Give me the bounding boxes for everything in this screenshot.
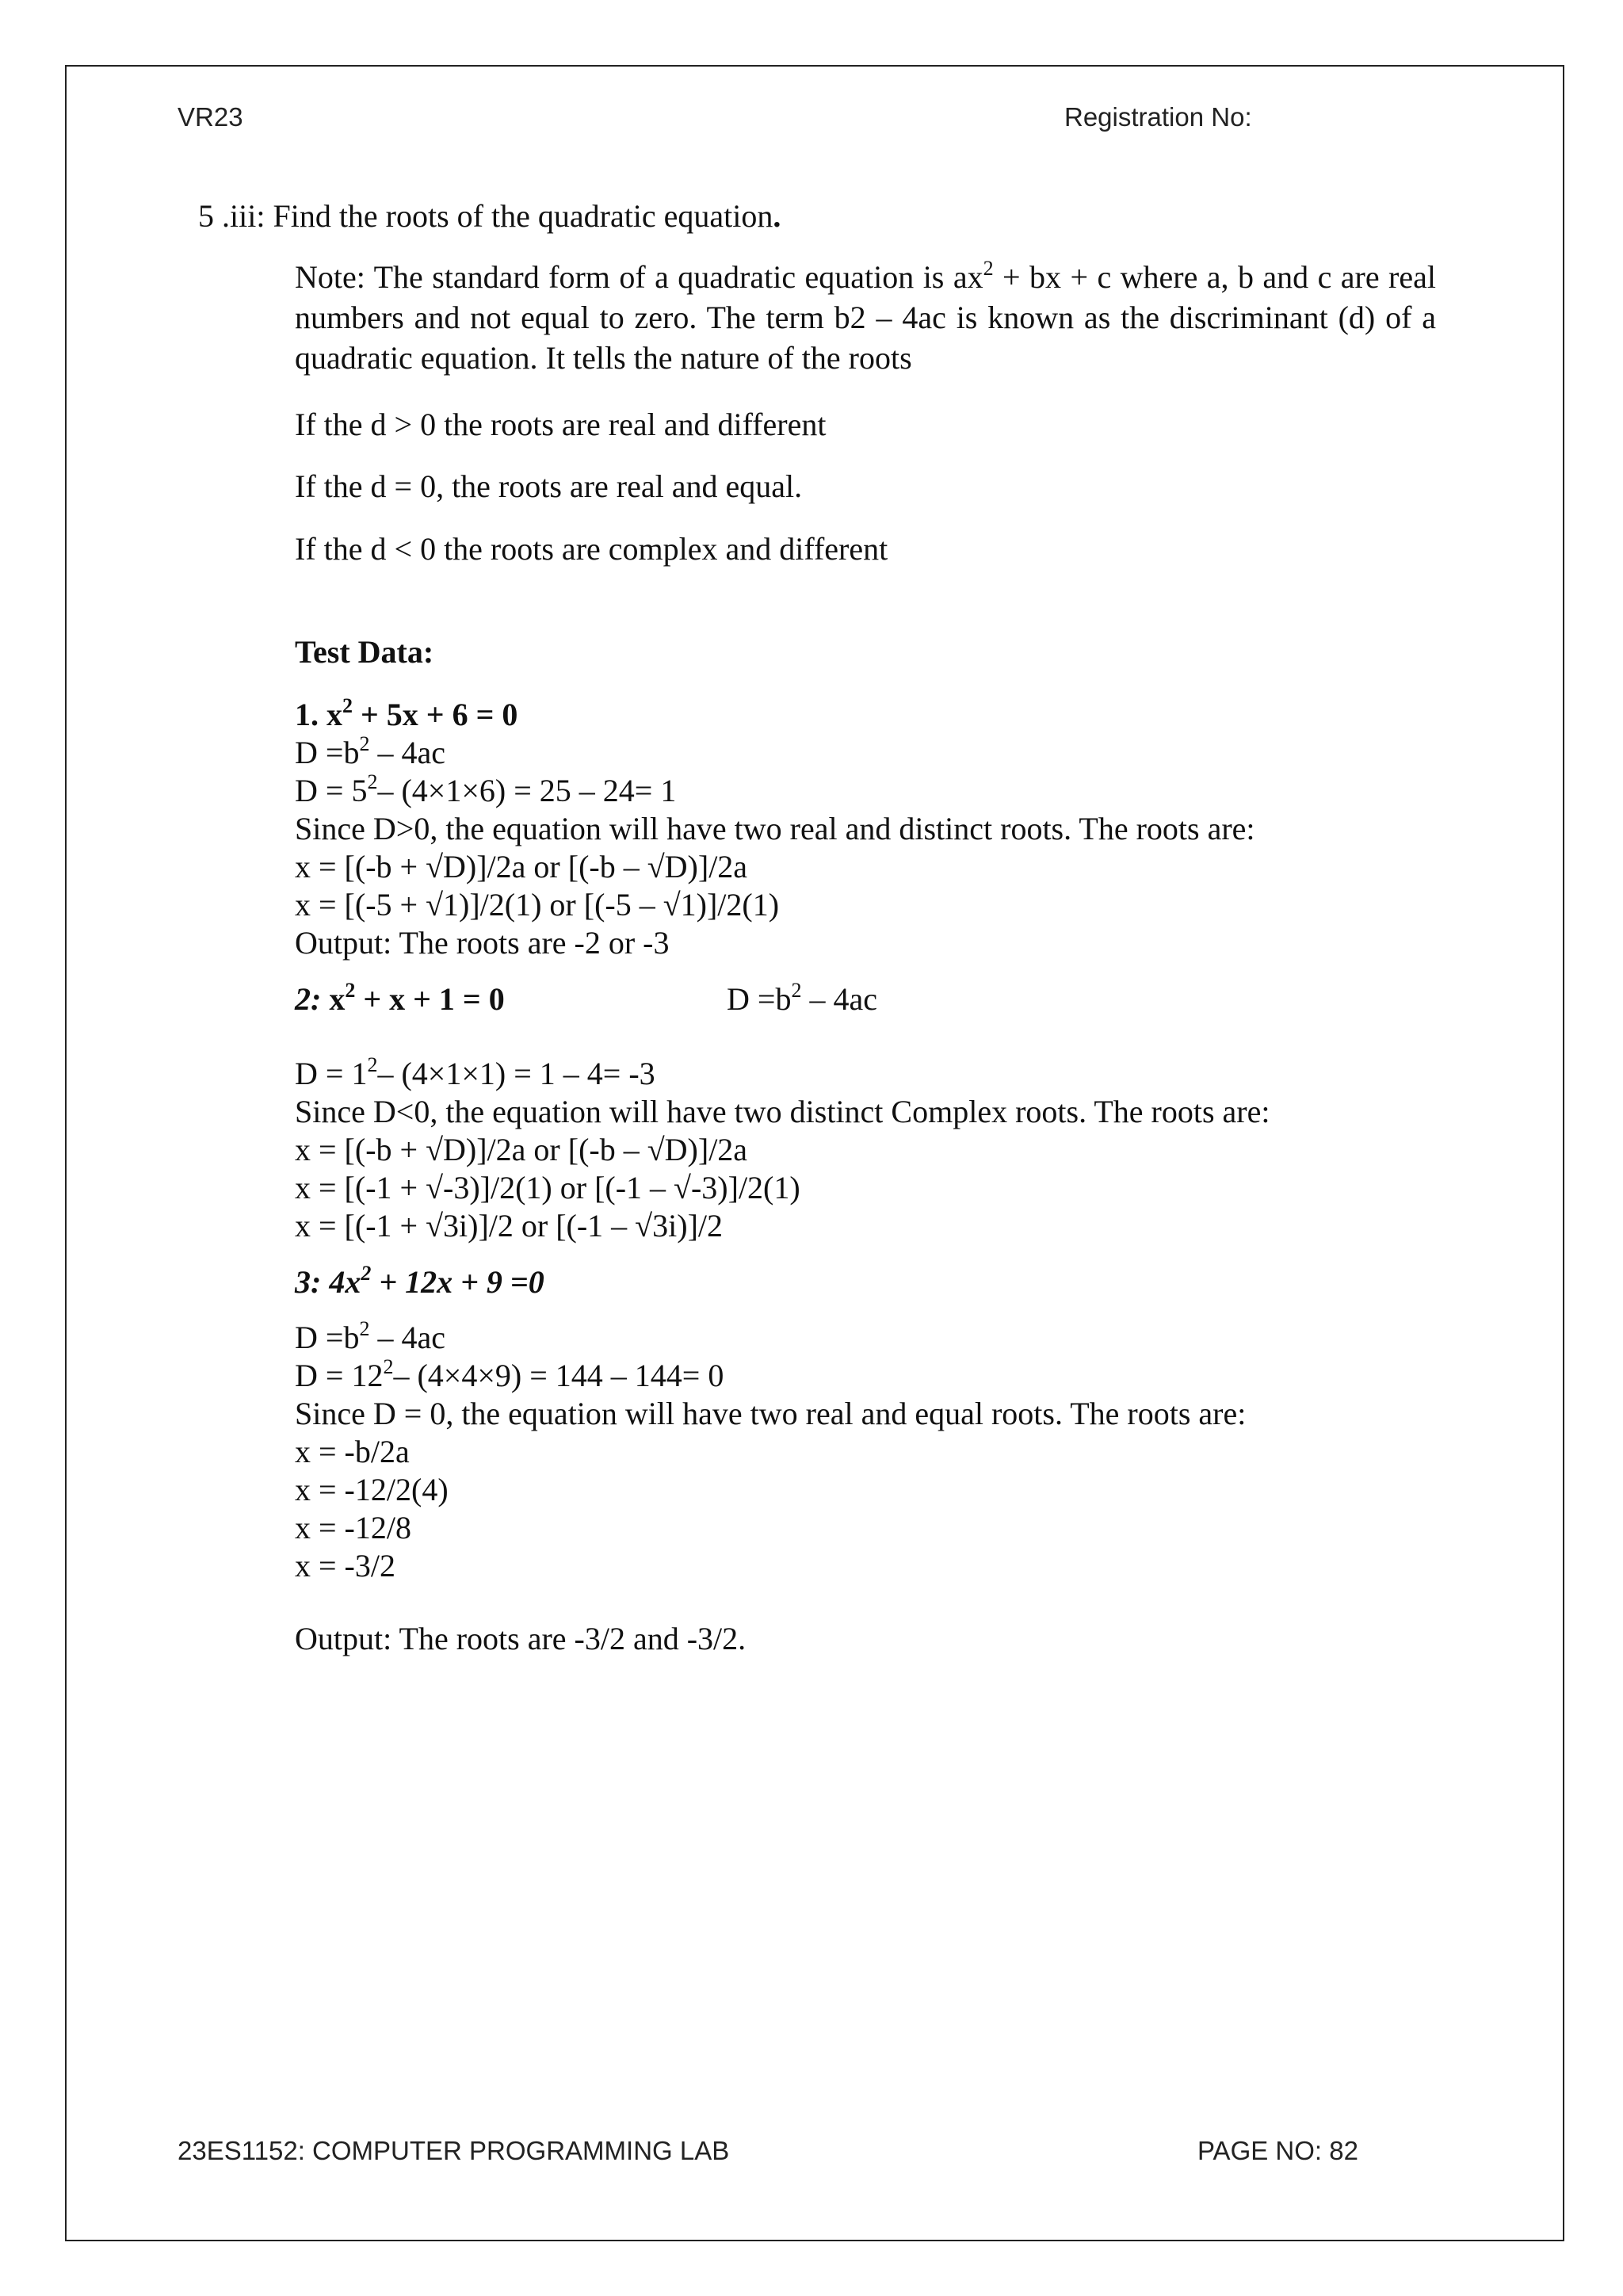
test-data-heading: Test Data: <box>295 634 434 670</box>
case1-working <box>295 734 1255 962</box>
footer-left: 23ES1152: COMPUTER PROGRAMMING LAB <box>178 2136 730 2165</box>
case1-line: $D =b^2 - 4ac$ <box>295 732 445 770</box>
footer-right: PAGE NO: 82 <box>1197 2136 1358 2165</box>
question-title: 5 .iii: Find the roots of the quadratic equation. <box>198 198 781 234</box>
case3-line: x = -3/2 <box>295 1548 395 1584</box>
case2-line: x = [(-1 + √-3)]/2(1) or [(-1 – √-3)]/2(1) <box>295 1170 800 1205</box>
rule-negative: If the d < 0 the roots are complex and different <box>295 531 888 567</box>
case3-working <box>295 1316 1247 1585</box>
case3-heading: 3: $4x^2 + 12x + 9 =0$ <box>295 1261 544 1300</box>
header-right: Registration No: <box>1064 102 1252 132</box>
case1-heading: 1. $x^2 + 5x + 6 = 0$ <box>295 693 518 732</box>
case2-line: $D = 1^2-$ (4×1×1) = 1 – 4= -3 <box>295 1052 655 1091</box>
case3-line: $D =b^2 - 4ac$ <box>295 1316 445 1355</box>
case3-line: $D = 12^2-$ (4×4×9) = 144 – 144= 0 <box>295 1354 724 1393</box>
case1-line: Since D>0, the equation will have two real and distinct roots. The roots are: <box>295 811 1255 846</box>
case3-line: Since D = 0, the equation will have two real and equal roots. The roots are: <box>295 1396 1247 1431</box>
header-left: VR23 <box>178 102 243 132</box>
case2-line: Since D<0, the equation will have two distinct Complex roots. The roots are: <box>295 1094 1270 1129</box>
case2-heading: 2: $x^2 + x + 1 = 0$ <box>295 978 505 1017</box>
case1-line: $D = 5^2-$ (4×1×6) = 25 – 24= 1 <box>295 770 677 808</box>
case3-line: x = -b/2a <box>295 1434 410 1469</box>
case2-line: x = [(-b + √D)]/2a or [(-b – √D)]/2a <box>295 1132 748 1167</box>
case2-line: x = [(-1 + √3i)]/2 or [(-1 – √3i)]/2 <box>295 1208 723 1244</box>
case2-working <box>295 1052 1270 1245</box>
case3-output: Output: The roots are -3/2 and -3/2. <box>295 1621 747 1656</box>
case3-line: x = -12/8 <box>295 1510 411 1545</box>
rule-zero: If the d = 0, the roots are real and equal. <box>295 468 803 504</box>
rule-positive: If the d > 0 the roots are real and different <box>295 407 827 442</box>
case3-line: x = -12/2(4) <box>295 1472 449 1507</box>
note-paragraph: Note: The standard form of a quadratic equation is $ax^2$ + bx + c where a, b and c are real numbers and not equal to zero. The term b2 – 4ac is known as the discriminant (d) of a quadratic equation. It tells the nature of the roots <box>295 256 1436 376</box>
case1-line: x = [(-5 + √1)]/2(1) or [(-5 – √1)]/2(1) <box>295 887 780 923</box>
case1-line: x = [(-b + √D)]/2a or [(-b – √D)]/2a <box>295 849 748 884</box>
case2-discriminant-formula: $D =b^2 - 4ac$ <box>727 978 877 1017</box>
case1-output: Output: The roots are -2 or -3 <box>295 925 670 961</box>
